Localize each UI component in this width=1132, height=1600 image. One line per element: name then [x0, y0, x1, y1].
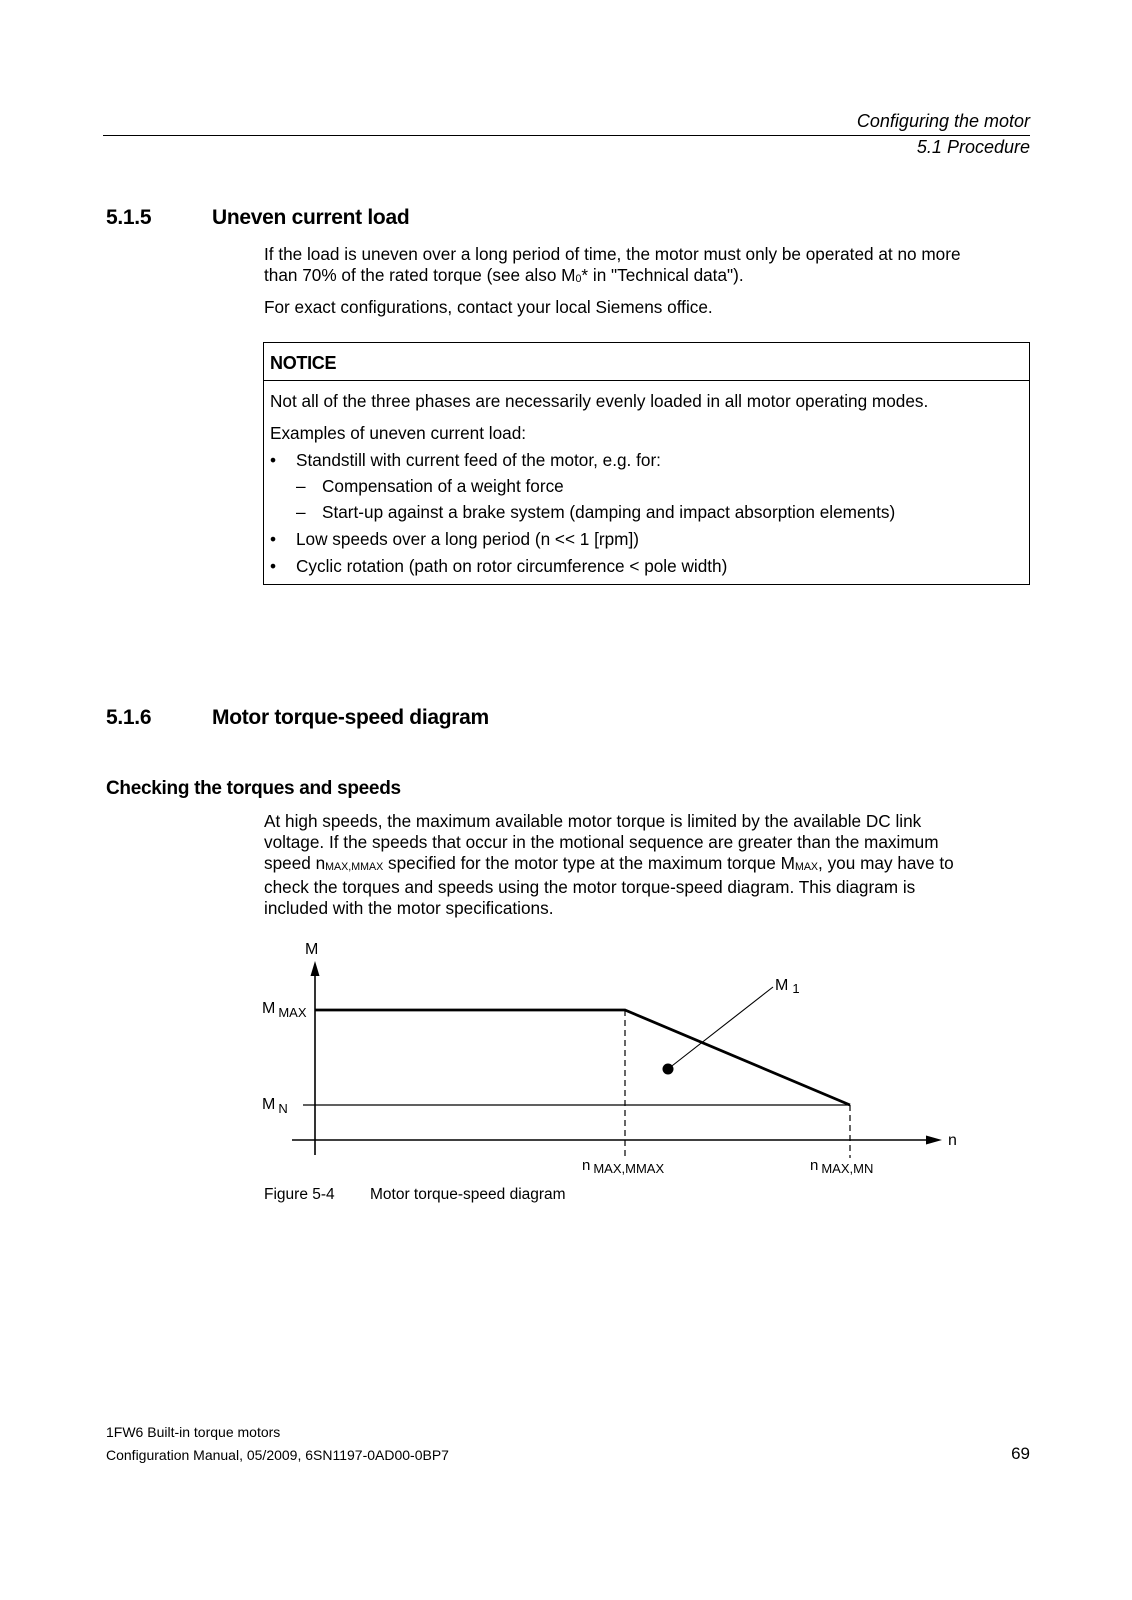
dash-icon: –: [296, 502, 306, 522]
paragraph-contact: For exact configurations, contact your local Siemens office.: [264, 297, 713, 317]
text-line: At high speeds, the maximum available motor torque is limited by the available DC link: [264, 811, 922, 831]
bullet-icon: •: [270, 529, 277, 549]
subheading: Checking the torques and speeds: [106, 778, 401, 799]
running-header-chapter: Configuring the motor: [856, 111, 1030, 131]
x-axis-arrow-icon: [926, 1136, 942, 1145]
figure-title: Motor torque-speed diagram: [370, 1186, 566, 1203]
list-subitem: – Start-up against a brake system (damping and impact absorption elements): [296, 502, 896, 522]
list-item: • Standstill with current feed of the motor, e.g. for:: [270, 450, 661, 470]
figure-label: Figure 5-4: [264, 1186, 335, 1203]
dash-icon: –: [296, 476, 306, 496]
notice-line: Not all of the three phases are necessarily evenly loaded in all motor operating modes.: [270, 391, 929, 411]
x-axis-label: n: [948, 1132, 957, 1149]
list-item: • Cyclic rotation (path on rotor circumference < pole width): [270, 556, 728, 576]
text-line: speed $n_{MAX,MMAX}$ specified for the motor type at the maximum torque $M_{MAX}$, you may have to: [264, 853, 954, 873]
footer-manual: Configuration Manual, 05/2009, 6SN1197-0AD00-0BP7: [106, 1447, 449, 1463]
list-subitem: – Compensation of a weight force: [296, 476, 564, 496]
torque-limit-curve: [315, 1010, 850, 1105]
bullet-icon: •: [270, 450, 277, 470]
m1-leader-line: [668, 987, 773, 1069]
section-title: Uneven current load: [212, 206, 410, 229]
text-line: voltage. If the speeds that occur in the motional sequence are greater than the maximum: [264, 832, 939, 852]
list-item: • Low speeds over a long period (n << 1 [rpm]): [270, 529, 639, 549]
m1-label: M 1: [775, 977, 800, 996]
notice-heading: NOTICE: [264, 343, 1029, 381]
bullet-icon: •: [270, 556, 277, 576]
footer-product: 1FW6 Built-in torque motors: [106, 1424, 281, 1440]
text-line: check the torques and speeds using the motor torque-speed diagram. This diagram is: [264, 877, 916, 897]
section-number: 5.1.6: [106, 706, 152, 729]
n-max-mn-label: n MAX,MN: [810, 1157, 874, 1176]
running-header-section: 5.1 Procedure: [916, 137, 1030, 157]
text-line: If the load is uneven over a long period of time, the motor must only be operated at no more: [264, 244, 961, 264]
n-max-mmax-label: n MAX,MMAX: [582, 1157, 665, 1176]
notice-line: Examples of uneven current load:: [270, 423, 527, 443]
y-axis-arrow-icon: [311, 961, 320, 976]
page-number: 69: [1011, 1444, 1030, 1463]
m-n-label: M $_N$: [262, 1096, 288, 1116]
m-max-label: M $_{MAX}$: [262, 1000, 307, 1020]
y-axis-label: M: [305, 941, 319, 958]
text-line: than 70% of the rated torque (see also $M_0*$ in "Technical data").: [264, 265, 744, 285]
text-line: included with the motor specifications.: [264, 898, 554, 918]
section-title: Motor torque-speed diagram: [212, 706, 489, 729]
section-number: 5.1.5: [106, 206, 152, 229]
